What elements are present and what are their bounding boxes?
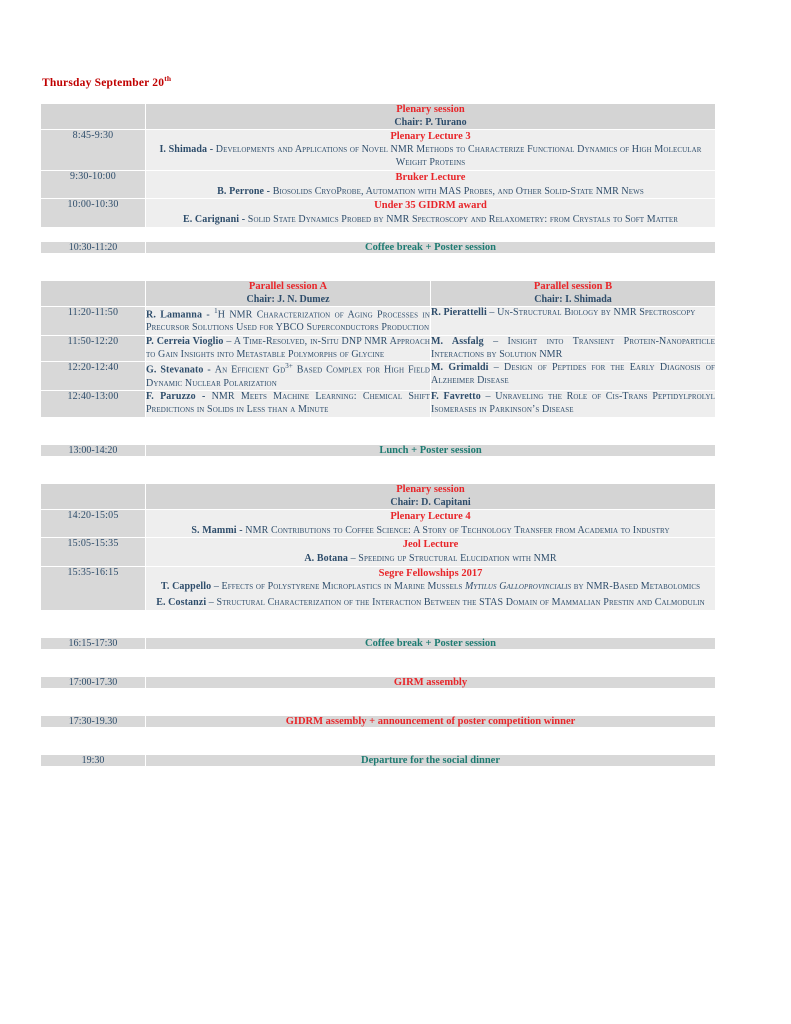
afternoon-plenary-table [40, 483, 716, 611]
table-row [41, 306, 716, 335]
parallel-talk-a [146, 391, 431, 418]
species-name-italic: Mytilus Galloprovincialis [465, 581, 572, 593]
parallel-talk-b [431, 391, 716, 418]
talk-title: Solid State Dynamics Probed by NMR Spectroscopy and Relaxometry: from Crystals to Soft Matter [247, 214, 679, 226]
time-cell: 15:35-16:15 [41, 566, 146, 610]
talk-entry [146, 214, 715, 227]
charge-superscript: 3+ [285, 362, 293, 371]
table-row [41, 280, 716, 306]
page-title [42, 74, 716, 89]
parallel-talk-a [146, 362, 431, 391]
talk-title: – Speeding up Structural Elucidation with NMR [350, 553, 557, 564]
talk-title: – Insight into Transient Protein-Nanoparticle Interactions by Solution NMR [431, 335, 715, 360]
lecture-title: Plenary Lecture 3 [390, 130, 471, 142]
lecture-cell [146, 129, 716, 170]
table-row [41, 103, 716, 129]
event-cell [146, 638, 716, 650]
time-cell: 12:20-12:40 [41, 362, 146, 391]
lunch-table [40, 444, 716, 457]
speaker-name: R. Pierattelli [431, 306, 490, 318]
talk-title: – A Time-Resolved, in-Situ DNP NMR Approach to Gain Insights into Metastable Polymorphs of Glycine [146, 335, 430, 360]
speaker-name: T. Cappello [160, 581, 214, 593]
table-row [41, 538, 716, 566]
talk-entry [431, 307, 715, 320]
session-title: Plenary session [396, 483, 465, 495]
lecture-cell [146, 199, 716, 227]
talk-entry [146, 597, 715, 610]
talk-title-part-a: An Efficient Gd [214, 364, 286, 376]
talk-title: – Design of Peptides for the Early Diagnosis of Alzheimer Disease [431, 362, 715, 387]
speaker-name: A. Botana [304, 553, 351, 564]
speaker-name: B. Perrone - [217, 185, 273, 197]
session-chair: Chair: J. N. Dumez [246, 293, 330, 305]
speaker-name: S. Mammi - [191, 524, 246, 536]
talk-title: – Structural Characterization of the Interaction Between the STAS Domain of Mammalian Prestin and Calmodulin [208, 597, 705, 609]
table-row [41, 483, 716, 509]
spacer [40, 702, 716, 715]
table-row [41, 716, 716, 728]
talk-entry [146, 362, 430, 390]
talk-title-part-b: by NMR-Based Metabolomics [571, 581, 701, 593]
talk-title-part-b: Based Complex for High Field Dynamic Nuclear Polarization [146, 364, 430, 389]
time-cell: 9:30-10:00 [41, 171, 146, 199]
speaker-name: G. Stevanato - [146, 364, 215, 376]
time-cell: 10:00-10:30 [41, 199, 146, 227]
talk-title: – Un-Structural Biology by NMR Spectroscopy [489, 306, 696, 318]
table-row [41, 199, 716, 227]
talk-entry [146, 336, 430, 362]
talk-title: – Unraveling the Role of Cis-Trans Peptidylprolyl Isomerases in Parkinson’s Disease [431, 391, 715, 416]
table-row [41, 755, 716, 767]
parallel-talk-a [146, 306, 431, 335]
time-cell: 12:40-13:00 [41, 391, 146, 418]
table-row [41, 129, 716, 170]
event-label: GIDRM assembly + announcement of poster competition winner [285, 716, 576, 728]
time-cell: 16:15-17:30 [41, 638, 146, 650]
session-title: Parallel session B [533, 280, 613, 292]
time-cell: 17:30-19.30 [41, 716, 146, 728]
session-chair: Chair: I. Shimada [534, 293, 612, 305]
spacer [40, 741, 716, 754]
session-header-cell [146, 103, 716, 129]
event-label: GIRM assembly [393, 677, 468, 689]
morning-plenary-table [40, 103, 716, 228]
talk-entry [146, 144, 715, 170]
empty-header-cell [41, 483, 146, 509]
speaker-name: R. Lamanna - [146, 309, 215, 321]
speaker-name: M. Assfalg [431, 335, 494, 347]
table-row [41, 241, 716, 253]
spacer [40, 470, 716, 483]
talk-entry [146, 581, 715, 594]
talk-entry [146, 391, 430, 417]
lecture-title: Jeol Lecture [402, 539, 459, 551]
talk-title: NMR Contributions to Coffee Science: A Story of Technology Transfer from Academia to Industry [245, 524, 670, 536]
time-cell: 14:20-15:05 [41, 509, 146, 537]
lecture-cell [146, 538, 716, 566]
break-cell [146, 241, 716, 253]
speaker-name: F. Favretto [431, 391, 486, 403]
parallel-sessions-table [40, 280, 716, 418]
session-chair: Chair: D. Capitani [390, 496, 471, 508]
talk-title-part-a: – Effects of Polystyrene Microplastics in Marine Mussels [213, 581, 465, 593]
event-cell [146, 677, 716, 689]
session-title: Plenary session [396, 103, 465, 115]
time-cell: 15:05-15:35 [41, 538, 146, 566]
break-cell [146, 444, 716, 456]
talk-title: NMR Meets Machine Learning: Chemical Shift Predictions in Solids in Less than a Minute [146, 391, 431, 416]
parallel-talk-a [146, 335, 431, 362]
talk-entry [431, 336, 715, 362]
lecture-cell [146, 171, 716, 199]
parallel-talk-b [431, 335, 716, 362]
day-label: Thursday September 20 [42, 76, 165, 89]
table-row [41, 171, 716, 199]
isotope-superscript: 1 [214, 306, 218, 315]
spacer [40, 431, 716, 444]
speaker-name: E. Costanzi [156, 597, 209, 609]
empty-header-cell [41, 103, 146, 129]
closing-row-table-0 [40, 637, 716, 650]
time-cell: 8:45-9:30 [41, 129, 146, 170]
talk-entry [146, 553, 715, 566]
event-label: Departure for the social dinner [360, 755, 500, 767]
speaker-name: E. Carignani - [182, 214, 248, 226]
talk-entry [146, 307, 430, 335]
day-ordinal: th [164, 74, 172, 83]
session-title: Parallel session A [248, 280, 328, 292]
speaker-name: F. Paruzzo - [146, 391, 212, 403]
time-cell: 17:00-17.30 [41, 677, 146, 689]
parallel-talk-b [431, 362, 716, 391]
time-cell: 13:00-14:20 [41, 444, 146, 456]
speaker-name: I. Shimada - [159, 144, 216, 156]
table-row [41, 362, 716, 391]
schedule-content [40, 74, 716, 780]
talk-title: Biosolids CryoProbe, Automation with MAS Probes, and Other Solid-State NMR News [272, 185, 644, 197]
segre-cell [146, 566, 716, 610]
event-label: Coffee break + Poster session [365, 638, 496, 650]
break-label: Lunch + Poster session [379, 444, 482, 456]
time-cell: 10:30-11:20 [41, 241, 146, 253]
time-cell: 11:20-11:50 [41, 306, 146, 335]
empty-header-cell [41, 280, 146, 306]
session-chair: Chair: P. Turano [394, 116, 467, 128]
parallel-header-b [431, 280, 716, 306]
coffee-break-morning-table [40, 241, 716, 254]
closing-row-table-1 [40, 676, 716, 689]
table-row [41, 335, 716, 362]
closing-row-table-2 [40, 715, 716, 728]
session-header-cell [146, 483, 716, 509]
table-row [41, 509, 716, 537]
lecture-title: Bruker Lecture [395, 172, 466, 184]
parallel-header-a [146, 280, 431, 306]
talk-title: H NMR Characterization of Aging Processes in Precursor Solutions Used for YBCO Superconductors Production [146, 309, 431, 334]
table-row [41, 566, 716, 610]
speaker-name: M. Grimaldi [431, 362, 494, 374]
table-row [41, 444, 716, 456]
talk-entry [146, 186, 715, 199]
time-cell: 11:50-12:20 [41, 335, 146, 362]
talk-title: Developments and Applications of Novel NMR Methods to Characterize Functional Dynamics of High Molecular Weight Proteins [215, 144, 702, 169]
time-cell: 19:30 [41, 755, 146, 767]
break-label: Coffee break + Poster session [365, 241, 496, 253]
parallel-talk-b [431, 306, 716, 335]
talk-entry [431, 362, 715, 388]
lecture-cell [146, 509, 716, 537]
spacer [40, 663, 716, 676]
table-row [41, 391, 716, 418]
table-row [41, 677, 716, 689]
speaker-name: P. Cerreia Vioglio [146, 335, 227, 347]
talk-entry [431, 391, 715, 417]
closing-row-table-3 [40, 754, 716, 767]
table-row [41, 638, 716, 650]
lecture-title: Segre Fellowships 2017 [378, 567, 483, 579]
lecture-title: Under 35 GIDRM award [374, 200, 487, 212]
lecture-title: Plenary Lecture 4 [390, 510, 471, 522]
talk-entry [146, 525, 715, 538]
spacer [40, 267, 716, 280]
event-cell [146, 755, 716, 767]
event-cell [146, 716, 716, 728]
spacer [40, 624, 716, 637]
